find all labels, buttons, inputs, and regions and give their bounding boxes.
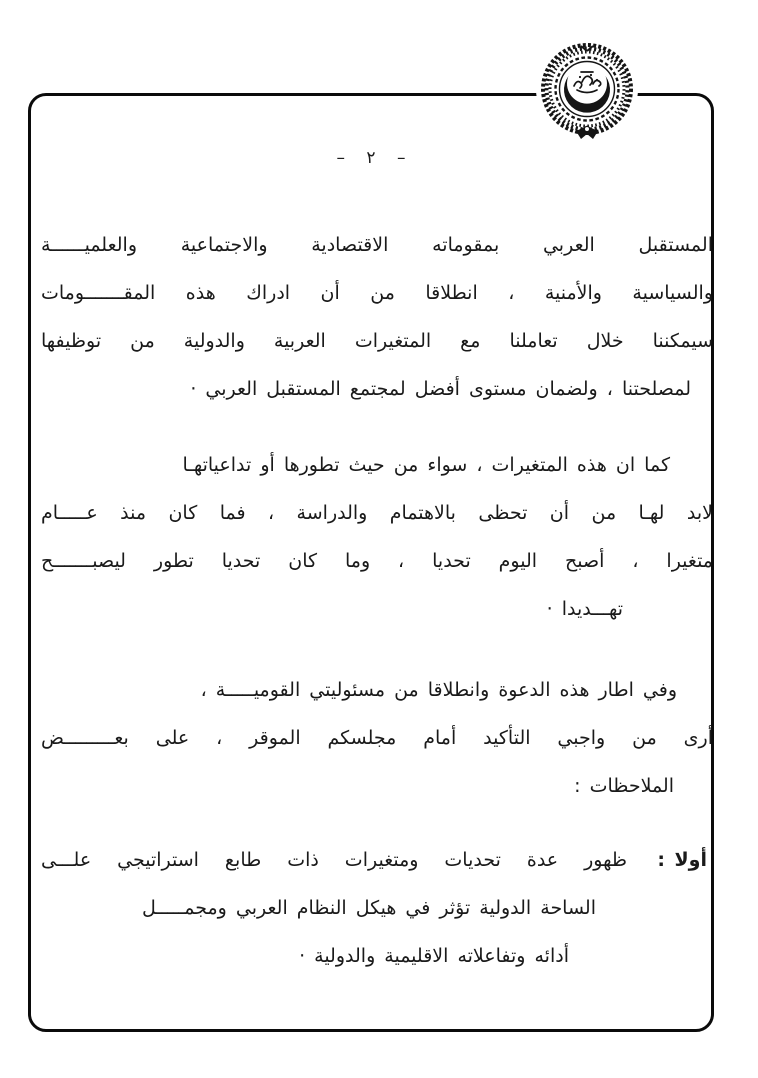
text-line: الملاحظات : [574, 775, 674, 797]
document-text [41, 221, 713, 980]
text-line: تهـــديدا · [546, 598, 623, 620]
text-line: الساحة الدولية تؤثر في هيكل النظام العربي ومجمـــــل [142, 897, 596, 919]
text-line: المستقبل العربي بمقوماته الاقتصادية والاجتماعية والعلميــــــة [41, 234, 713, 256]
text-line: ظهور عدة تحديات ومتغيرات ذات طابع استراتيجي علـــى [41, 849, 627, 871]
text-line: متغيرا ، أصبح اليوم تحديا ، وما كان تحديا تطور ليصبـــــــح [41, 550, 713, 572]
text-line: كما ان هذه المتغيرات ، سواء من حيث تطورها أو تداعياتهـا [182, 454, 670, 476]
text-line: لمصلحتنا ، ولضمان مستوى أفضل لمجتمع المستقبل العربي · [190, 378, 691, 400]
text-line: سيمكننا خلال تعاملنا مع المتغيرات العربية والدولية من توظيفها [41, 330, 713, 352]
emblem-graphic [535, 38, 639, 142]
list-item-first [41, 836, 713, 980]
paragraph-3 [41, 666, 713, 810]
text-line: أدائه وتفاعلاته الاقليمية والدولية · [299, 945, 569, 967]
text-line: أرى من واجبي التأكيد أمام مجلسكم الموقر ، على بعـــــــــض [41, 727, 713, 749]
page-number: – ٢ – [336, 148, 406, 168]
paragraph-2 [41, 441, 713, 633]
text-line: والسياسية والأمنية ، انطلاقا من أن ادراك هذه المقـــــــومات [41, 282, 713, 304]
arab-league-emblem-icon [535, 38, 639, 142]
text-line: لابد لهـا من أن تحظى بالاهتمام والدراسة ، فما كان منذ عـــــام [41, 502, 713, 524]
list-body [41, 836, 627, 980]
paragraph-1 [41, 221, 713, 413]
list-marker: أولا : [657, 849, 707, 871]
text-line: وفي اطار هذه الدعوة وانطلاقا من مسئوليتي القوميـــــة ، [200, 679, 677, 701]
